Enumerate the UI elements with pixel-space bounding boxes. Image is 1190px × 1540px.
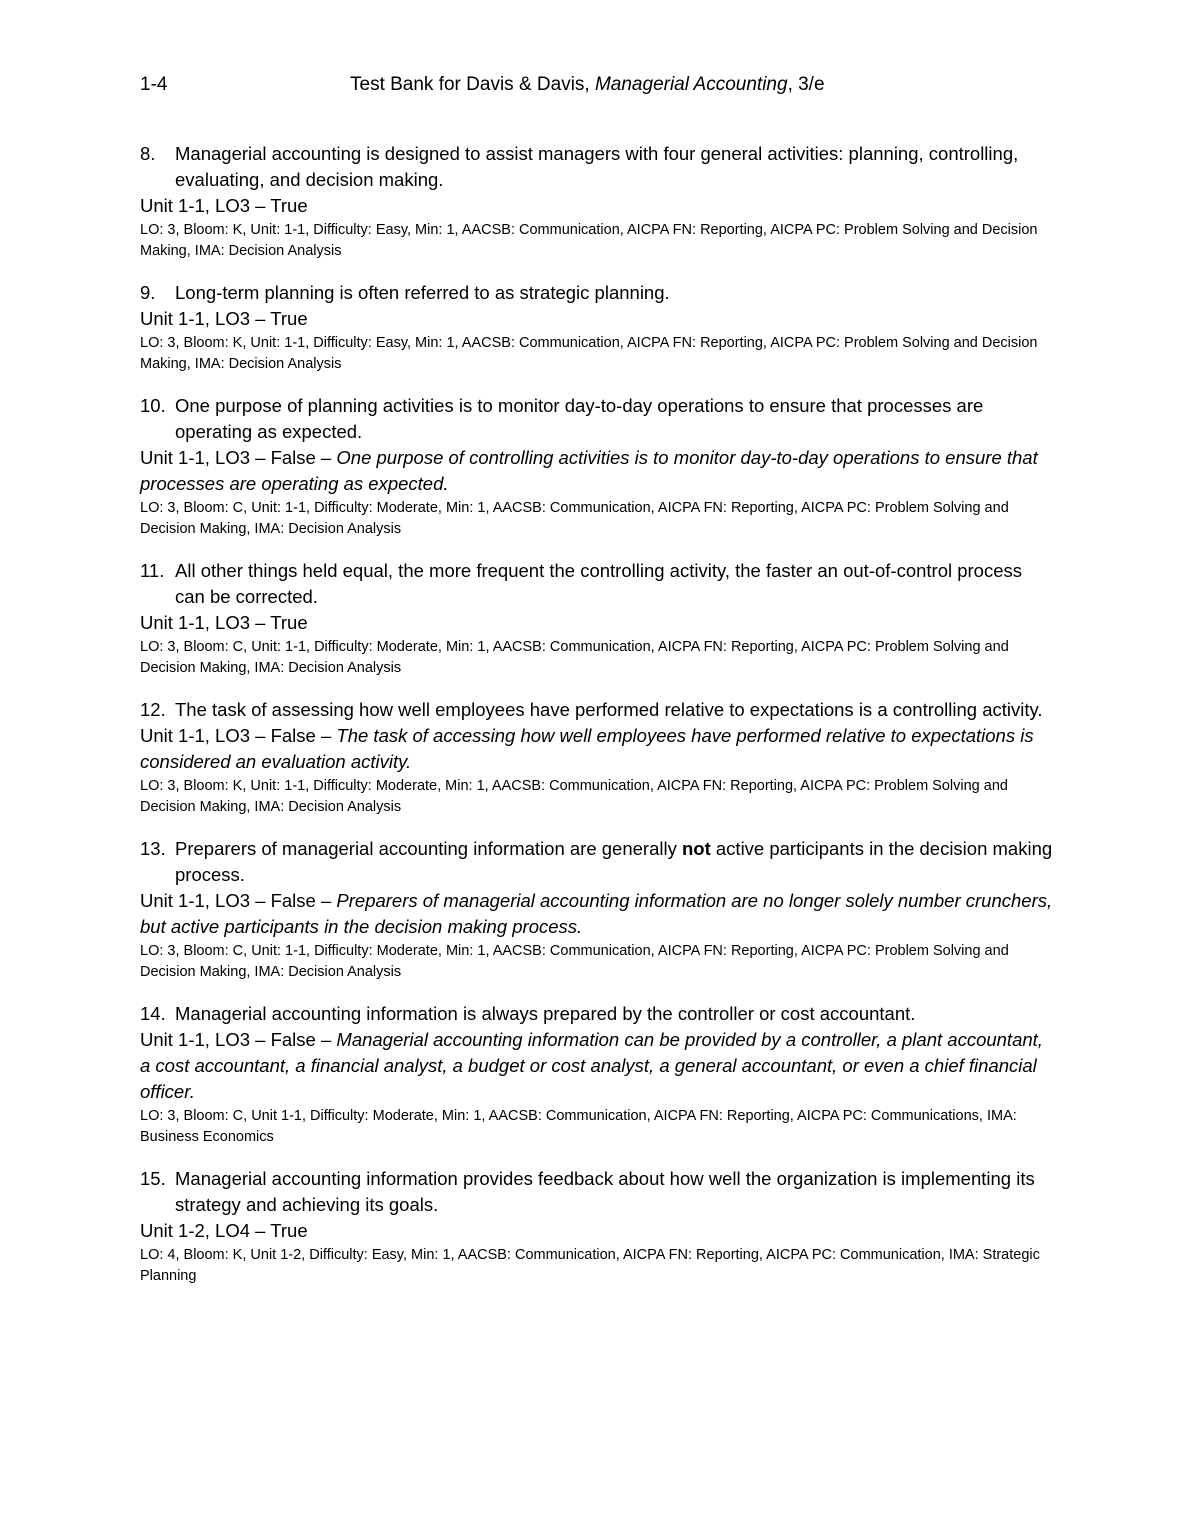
question-stem <box>140 1166 1055 1218</box>
answer-key: Unit 1-1, LO3 – False – <box>140 725 337 746</box>
title-suffix: , 3/e <box>787 74 825 95</box>
answer-explanation: Preparers of managerial accounting information are no longer solely number crunchers, but active participants in the decision making process. <box>140 890 1053 937</box>
question-item <box>140 141 1055 262</box>
answer-line <box>140 1218 1055 1244</box>
question-number: 12. <box>140 699 166 720</box>
question-item <box>140 1166 1055 1287</box>
answer-explanation: Managerial accounting information can be provided by a controller, a plant accountant, a cost accountant, a financial analyst, a budget or cost analyst, a general accountant, or even a chief financial officer. <box>140 1029 1043 1102</box>
answer-key: Unit 1-1, LO3 – True <box>140 308 308 329</box>
question-item <box>140 558 1055 679</box>
page-number: 1-4 <box>140 74 168 95</box>
question-stem <box>140 141 1055 193</box>
answer-key: Unit 1-1, LO3 – True <box>140 612 308 633</box>
question-number: 9. <box>140 282 156 303</box>
answer-explanation: The task of accessing how well employees have performed relative to expectations is considered an evaluation activity. <box>140 725 1034 772</box>
question-text <box>175 836 1055 888</box>
question-stem <box>140 280 1055 306</box>
answer-line <box>140 888 1055 940</box>
question-item <box>140 393 1055 540</box>
question-text: All other things held equal, the more frequent the controlling activity, the faster an out-of-control process can be corrected. <box>175 560 1023 607</box>
answer-key: Unit 1-2, LO4 – True <box>140 1220 308 1241</box>
question-stem <box>140 697 1055 723</box>
question-stem <box>140 558 1055 610</box>
question-text: Long-term planning is often referred to as strategic planning. <box>175 282 670 303</box>
question-text: Managerial accounting information is always prepared by the controller or cost accountant. <box>175 1003 916 1024</box>
question-text: Managerial accounting information provides feedback about how well the organization is implementing its strategy and achieving its goals. <box>175 1168 1035 1215</box>
question-stem <box>140 836 1055 888</box>
question-item <box>140 836 1055 983</box>
question-text: Managerial accounting is designed to assist managers with four general activities: planning, controlling, evaluating, and decision making. <box>175 143 1019 190</box>
question-metadata: LO: 3, Bloom: C, Unit 1-1, Difficulty: Moderate, Min: 1, AACSB: Communication, AICPA FN: Reporting, AICPA PC: Communications, IMA: Business Economics <box>140 1108 1017 1145</box>
answer-line <box>140 193 1055 219</box>
answer-key: Unit 1-1, LO3 – False – <box>140 1029 337 1050</box>
question-text: One purpose of planning activities is to monitor day-to-day operations to ensure that processes are operating as expected. <box>175 395 984 442</box>
answer-key: Unit 1-1, LO3 – True <box>140 195 308 216</box>
page-header <box>140 72 1050 98</box>
book-title: Managerial Accounting <box>594 74 788 95</box>
question-metadata: LO: 3, Bloom: K, Unit: 1-1, Difficulty: Easy, Min: 1, AACSB: Communication, AICPA FN: Reporting, AICPA PC: Problem Solving and Decision Making, IMA: Decision Analysis <box>140 335 1038 372</box>
answer-key: Unit 1-1, LO3 – False – <box>140 890 337 911</box>
question-metadata: LO: 3, Bloom: K, Unit: 1-1, Difficulty: Moderate, Min: 1, AACSB: Communication, AICPA FN: Reporting, AICPA PC: Problem Solving and Decision Making, IMA: Decision Analysis <box>140 778 1008 815</box>
question-stem <box>140 1001 1055 1027</box>
question-metadata: LO: 3, Bloom: C, Unit: 1-1, Difficulty: Moderate, Min: 1, AACSB: Communication, AICPA FN: Reporting, AICPA PC: Problem Solving and Decision Making, IMA: Decision Analysis <box>140 639 1009 676</box>
answer-explanation: One purpose of controlling activities is to monitor day-to-day operations to ensure that processes are operating as expected. <box>140 447 1038 494</box>
question-item <box>140 280 1055 375</box>
question-number: 8. <box>140 143 156 164</box>
answer-line <box>140 610 1055 636</box>
question-text-after: active participants in the decision making process. <box>175 838 1053 885</box>
title-prefix: Test Bank for Davis & Davis, <box>350 74 595 95</box>
answer-line <box>140 723 1055 775</box>
question-stem <box>140 393 1055 445</box>
question-number: 11. <box>140 560 165 581</box>
question-metadata: LO: 4, Bloom: K, Unit 1-2, Difficulty: Easy, Min: 1, AACSB: Communication, AICPA FN: Reporting, AICPA PC: Communication, IMA: Strategic Planning <box>140 1247 1040 1284</box>
answer-line <box>140 306 1055 332</box>
question-text-before: Preparers of managerial accounting information are generally <box>175 838 682 859</box>
answer-line <box>140 1027 1055 1105</box>
question-metadata: LO: 3, Bloom: C, Unit: 1-1, Difficulty: Moderate, Min: 1, AACSB: Communication, AICPA FN: Reporting, AICPA PC: Problem Solving and Decision Making, IMA: Decision Analysis <box>140 943 1009 980</box>
question-number: 13. <box>140 838 166 859</box>
question-number: 14. <box>140 1003 166 1024</box>
answer-key: Unit 1-1, LO3 – False – <box>140 447 337 468</box>
question-item <box>140 1001 1055 1148</box>
question-list <box>140 141 1055 1305</box>
question-number: 10. <box>140 395 166 416</box>
answer-line <box>140 445 1055 497</box>
question-metadata: LO: 3, Bloom: K, Unit: 1-1, Difficulty: Easy, Min: 1, AACSB: Communication, AICPA FN: Reporting, AICPA PC: Problem Solving and Decision Making, IMA: Decision Analysis <box>140 222 1038 259</box>
question-number: 15. <box>140 1168 166 1189</box>
question-metadata: LO: 3, Bloom: C, Unit: 1-1, Difficulty: Moderate, Min: 1, AACSB: Communication, AICPA FN: Reporting, AICPA PC: Problem Solving and Decision Making, IMA: Decision Analysis <box>140 500 1009 537</box>
question-text: The task of assessing how well employees have performed relative to expectations is a controlling activity. <box>175 699 1043 720</box>
running-title <box>350 72 825 98</box>
emphasis-not: not <box>681 838 711 859</box>
question-item <box>140 697 1055 818</box>
